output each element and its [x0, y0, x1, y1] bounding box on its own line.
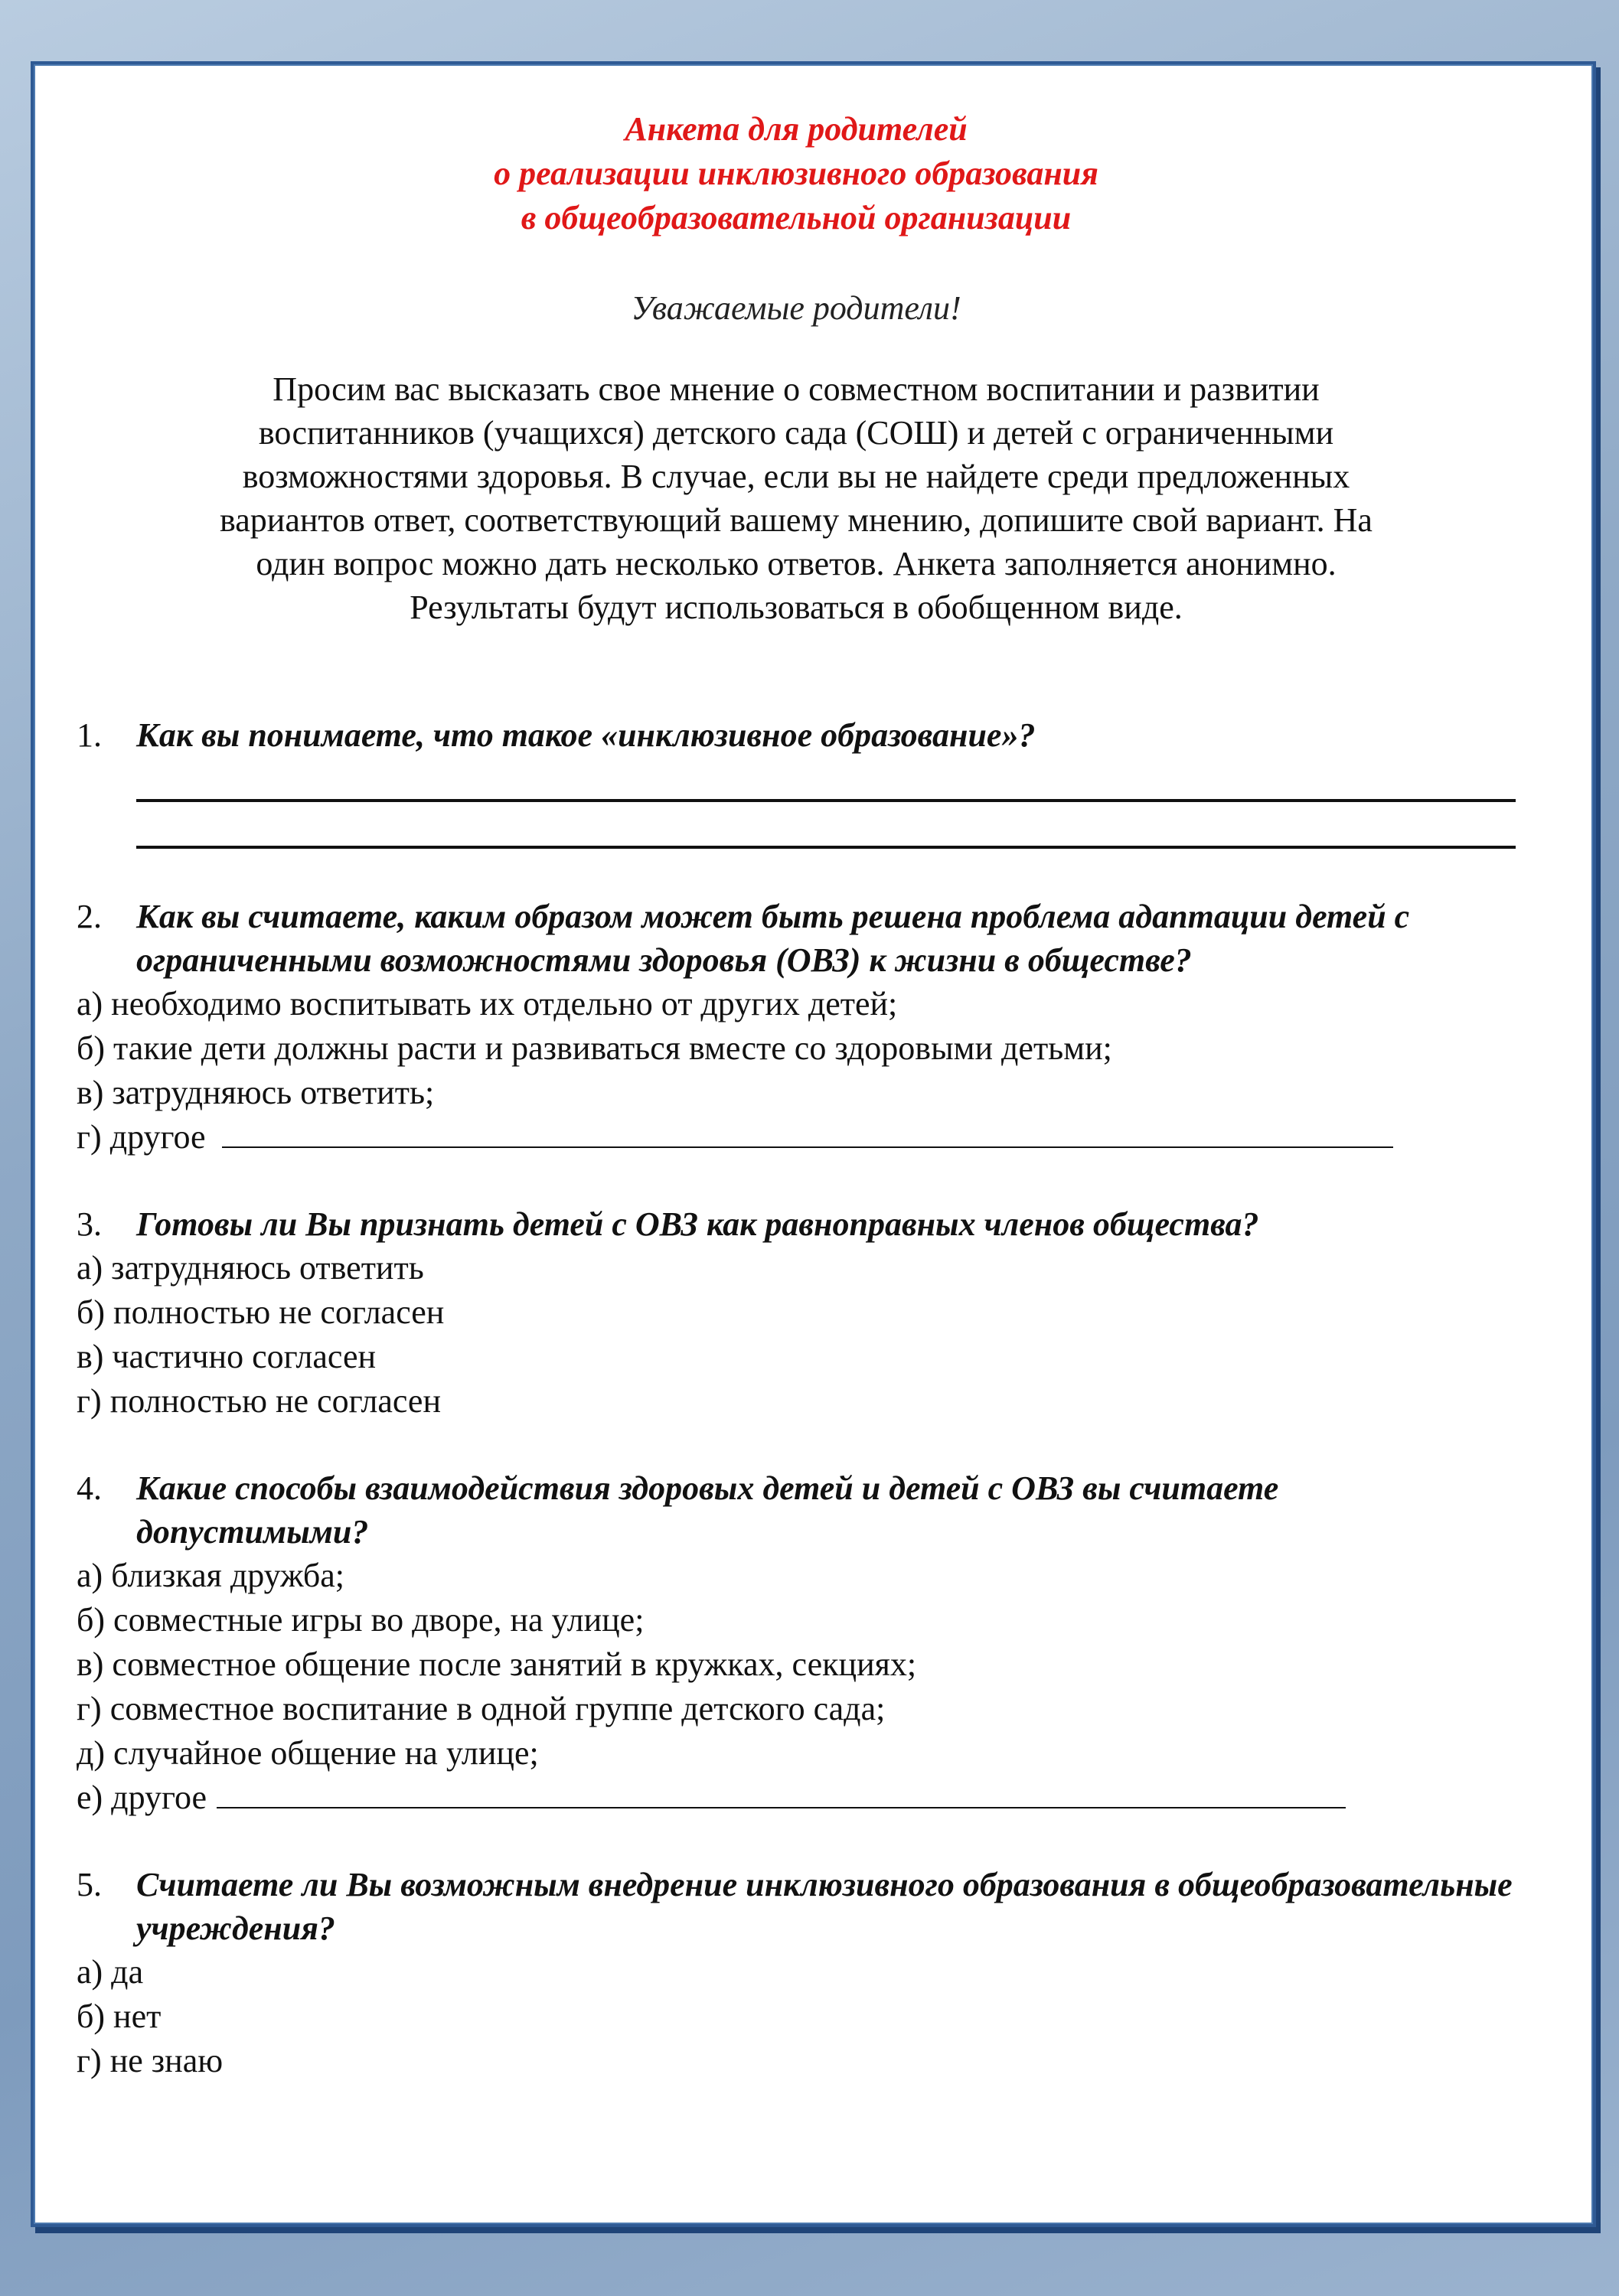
- intro-paragraph: [138, 367, 1454, 629]
- answer-option-label: г) другое: [77, 1118, 206, 1156]
- title-line-3: в общеобразовательной организации: [521, 199, 1072, 236]
- intro-line: один вопрос можно дать несколько ответов. Анкета заполняется анонимно.: [256, 545, 1337, 582]
- greeting: Уважаемые родители!: [631, 289, 961, 327]
- questionnaire: [77, 107, 1516, 2083]
- intro-line: воспитанников (учащихся) детского сада (СОШ) и детей с ограниченными: [258, 414, 1334, 452]
- question-5: [77, 1863, 1516, 2083]
- document-title: [77, 107, 1516, 240]
- answer-option-label: е) другое: [77, 1779, 207, 1816]
- answer-option[interactable]: б) такие дети должны расти и развиваться вместе со здоровыми детьми;: [77, 1029, 1112, 1067]
- other-answer-line[interactable]: [217, 1776, 1346, 1808]
- answer-option-other[interactable]: [77, 1776, 1516, 1820]
- question-number: 2.: [77, 898, 102, 935]
- question-text: Готовы ли Вы признать детей с ОВЗ как равноправных членов общества?: [136, 1205, 1259, 1243]
- question-number: 3.: [77, 1205, 102, 1243]
- answer-option[interactable]: в) частично согласен: [77, 1338, 377, 1375]
- other-answer-line[interactable]: [222, 1116, 1393, 1148]
- question-number: 5.: [77, 1866, 102, 1903]
- question-1: [77, 713, 1516, 849]
- question-number: 1.: [77, 716, 102, 754]
- answer-option[interactable]: в) совместное общение после занятий в кружках, секциях;: [77, 1645, 917, 1683]
- answer-option[interactable]: б) нет: [77, 1998, 162, 2035]
- intro-line: Результаты будут использоваться в обобщенном виде.: [410, 589, 1183, 626]
- question-3: [77, 1202, 1516, 1424]
- answer-option[interactable]: д) случайное общение на улице;: [77, 1734, 539, 1772]
- answer-option-other[interactable]: [77, 1115, 1516, 1159]
- answer-line[interactable]: [136, 802, 1516, 849]
- question-text: Какие способы взаимодействия здоровых детей и детей с ОВЗ вы считаете допустимыми?: [136, 1469, 1279, 1551]
- question-2: [77, 895, 1516, 1159]
- intro-line: Просим вас высказать свое мнение о совместном воспитании и развитии: [273, 370, 1320, 408]
- question-number: 4.: [77, 1469, 102, 1507]
- question-text: Считаете ли Вы возможным внедрение инклюзивного образования в общеобразовательные учреждения?: [136, 1866, 1513, 1947]
- question-text: Как вы понимаете, что такое «инклюзивное образование»?: [136, 716, 1036, 754]
- answer-option[interactable]: а) необходимо воспитывать их отдельно от других детей;: [77, 985, 898, 1022]
- answer-option[interactable]: г) полностью не согласен: [77, 1382, 442, 1420]
- answer-option[interactable]: а) затрудняюсь ответить: [77, 1249, 424, 1287]
- answer-option[interactable]: г) совместное воспитание в одной группе детского сада;: [77, 1690, 886, 1727]
- answer-option[interactable]: в) затрудняюсь ответить;: [77, 1074, 435, 1111]
- answer-option[interactable]: б) совместные игры во дворе, на улице;: [77, 1601, 645, 1639]
- question-text: Как вы считаете, каким образом может быть решена проблема адаптации детей с ограниченными возможностями здоровья (ОВЗ) к жизни в обществе?: [136, 898, 1410, 979]
- answer-option[interactable]: а) близкая дружба;: [77, 1557, 345, 1594]
- answer-line[interactable]: [136, 755, 1516, 802]
- question-4: [77, 1466, 1516, 1820]
- answer-option[interactable]: б) полностью не согласен: [77, 1293, 445, 1331]
- intro-line: возможностями здоровья. В случае, если вы не найдете среди предложенных: [242, 458, 1350, 495]
- intro-line: вариантов ответ, соответствующий вашему мнению, допишите свой вариант. На: [220, 501, 1373, 539]
- answer-option[interactable]: а) да: [77, 1953, 144, 1991]
- title-line-2: о реализации инклюзивного образования: [494, 155, 1098, 192]
- answer-option[interactable]: г) не знаю: [77, 2042, 224, 2079]
- title-line-1: Анкета для родителей: [625, 110, 968, 148]
